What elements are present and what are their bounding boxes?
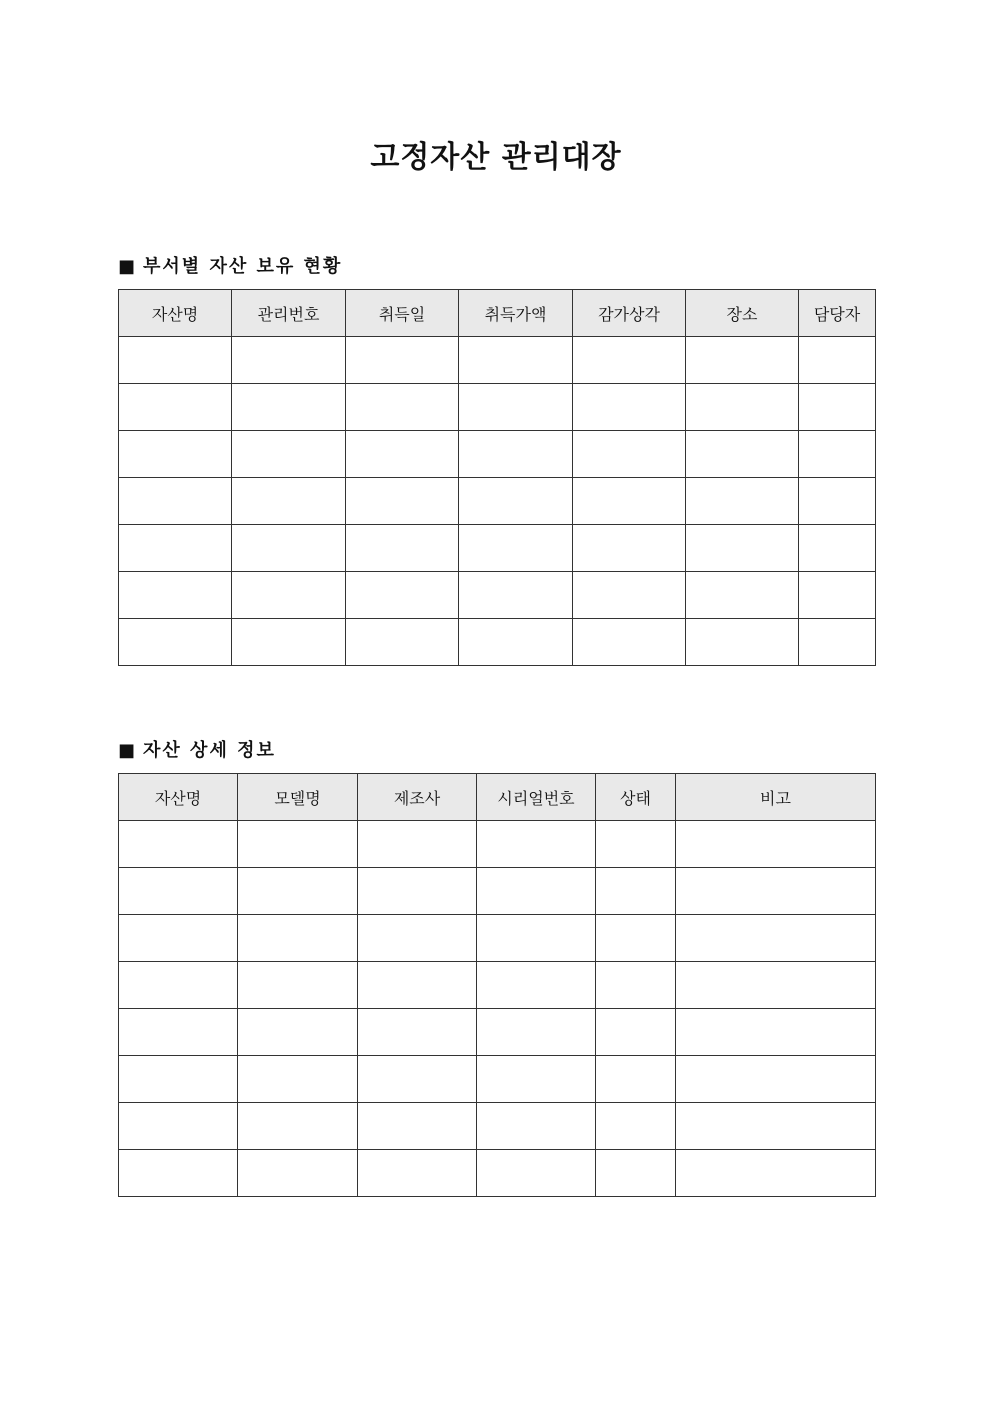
table-cell <box>477 868 596 915</box>
table-cell <box>459 525 573 572</box>
section-heading-asset-details <box>118 736 276 762</box>
section-heading-department-assets <box>118 252 342 278</box>
table-cell <box>119 1056 238 1103</box>
table-cell <box>676 821 876 868</box>
table-cell <box>799 337 876 384</box>
table-cell <box>119 337 232 384</box>
table-cell <box>119 478 232 525</box>
table-row <box>119 1103 876 1150</box>
table-cell <box>459 619 573 666</box>
table-cell <box>232 572 346 619</box>
table-cell <box>799 478 876 525</box>
table-row <box>119 1150 876 1197</box>
table-cell <box>686 619 799 666</box>
table-cell <box>232 478 346 525</box>
table-row <box>119 962 876 1009</box>
table-cell <box>676 1103 876 1150</box>
table-cell <box>596 1056 676 1103</box>
table-cell <box>358 1150 477 1197</box>
table-cell <box>346 337 459 384</box>
table-cell <box>358 962 477 1009</box>
column-header-manufacturer: 제조사 <box>358 774 477 821</box>
column-header-asset-name: 자산명 <box>119 774 238 821</box>
table-cell <box>686 384 799 431</box>
column-header-model-name: 모델명 <box>238 774 358 821</box>
table-cell <box>676 1056 876 1103</box>
table-cell <box>459 337 573 384</box>
table-cell <box>238 1009 358 1056</box>
document-title: 고정자산 관리대장 <box>370 140 622 175</box>
department-assets-table-body <box>119 337 876 666</box>
table-row <box>119 384 876 431</box>
table-cell <box>799 525 876 572</box>
table-cell <box>358 868 477 915</box>
table-cell <box>358 821 477 868</box>
table-cell <box>686 572 799 619</box>
column-header-management-number: 관리번호 <box>232 290 346 337</box>
table-cell <box>596 821 676 868</box>
column-header-status: 상태 <box>596 774 676 821</box>
table-row <box>119 915 876 962</box>
table-cell <box>799 384 876 431</box>
table-cell <box>238 1056 358 1103</box>
table-cell <box>346 525 459 572</box>
table-cell <box>477 962 596 1009</box>
table-cell <box>238 915 358 962</box>
column-header-asset-name: 자산명 <box>119 290 232 337</box>
table-cell <box>596 868 676 915</box>
asset-details-table <box>118 773 876 1197</box>
table-cell <box>477 915 596 962</box>
table-row <box>119 572 876 619</box>
table-cell <box>799 619 876 666</box>
table-cell <box>119 821 238 868</box>
section-heading-label: 자산 상세 정보 <box>143 740 276 761</box>
table-cell <box>686 431 799 478</box>
table-cell <box>232 619 346 666</box>
table-cell <box>596 1150 676 1197</box>
table-cell <box>477 1150 596 1197</box>
table-cell <box>238 1150 358 1197</box>
table-header-row <box>119 290 876 337</box>
table-row <box>119 337 876 384</box>
column-header-acquisition-date: 취득일 <box>346 290 459 337</box>
table-row <box>119 525 876 572</box>
table-cell <box>119 1009 238 1056</box>
section-heading-label: 부서별 자산 보유 현황 <box>143 256 343 277</box>
table-cell <box>232 337 346 384</box>
table-cell <box>573 337 686 384</box>
table-cell <box>477 1009 596 1056</box>
table-row <box>119 1056 876 1103</box>
table-cell <box>119 619 232 666</box>
table-cell <box>676 868 876 915</box>
table-row <box>119 1009 876 1056</box>
table-cell <box>676 962 876 1009</box>
table-cell <box>358 1056 477 1103</box>
table-row <box>119 478 876 525</box>
table-cell <box>119 868 238 915</box>
table-cell <box>596 962 676 1009</box>
table-cell <box>119 915 238 962</box>
table-cell <box>573 384 686 431</box>
table-cell <box>686 337 799 384</box>
column-header-location: 장소 <box>686 290 799 337</box>
table-cell <box>596 915 676 962</box>
table-cell <box>676 1009 876 1056</box>
table-cell <box>596 1009 676 1056</box>
table-cell <box>573 478 686 525</box>
department-assets-table <box>118 289 876 666</box>
column-header-acquisition-cost: 취득가액 <box>459 290 573 337</box>
table-cell <box>459 384 573 431</box>
table-header-row <box>119 774 876 821</box>
table-cell <box>119 431 232 478</box>
table-cell <box>573 525 686 572</box>
table-cell <box>346 431 459 478</box>
table-cell <box>459 572 573 619</box>
table-cell <box>477 1103 596 1150</box>
table-cell <box>358 1009 477 1056</box>
column-header-serial-number: 시리얼번호 <box>477 774 596 821</box>
table-cell <box>799 572 876 619</box>
table-cell <box>346 478 459 525</box>
table-cell <box>119 1150 238 1197</box>
table-cell <box>232 431 346 478</box>
table-cell <box>119 572 232 619</box>
table-cell <box>596 1103 676 1150</box>
table-cell <box>238 1103 358 1150</box>
table-cell <box>459 478 573 525</box>
table-cell <box>119 962 238 1009</box>
square-bullet-icon: ■ <box>118 256 138 277</box>
column-header-depreciation: 감가상각 <box>573 290 686 337</box>
table-cell <box>238 962 358 1009</box>
table-cell <box>346 384 459 431</box>
table-cell <box>119 1103 238 1150</box>
table-cell <box>119 525 232 572</box>
table-cell <box>477 821 596 868</box>
table-row <box>119 431 876 478</box>
table-cell <box>232 525 346 572</box>
table-cell <box>119 384 232 431</box>
table-cell <box>358 1103 477 1150</box>
square-bullet-icon: ■ <box>118 740 138 761</box>
table-cell <box>573 619 686 666</box>
table-cell <box>232 384 346 431</box>
column-header-remarks: 비고 <box>676 774 876 821</box>
table-cell <box>346 572 459 619</box>
table-cell <box>459 431 573 478</box>
table-cell <box>799 431 876 478</box>
table-row <box>119 868 876 915</box>
asset-details-table-body <box>119 821 876 1197</box>
table-row <box>119 619 876 666</box>
table-row <box>119 821 876 868</box>
table-cell <box>573 431 686 478</box>
table-cell <box>477 1056 596 1103</box>
table-cell <box>676 1150 876 1197</box>
table-cell <box>676 915 876 962</box>
table-cell <box>238 821 358 868</box>
table-cell <box>686 478 799 525</box>
table-cell <box>346 619 459 666</box>
table-cell <box>358 915 477 962</box>
table-cell <box>573 572 686 619</box>
column-header-manager: 담당자 <box>799 290 876 337</box>
table-cell <box>238 868 358 915</box>
table-cell <box>686 525 799 572</box>
